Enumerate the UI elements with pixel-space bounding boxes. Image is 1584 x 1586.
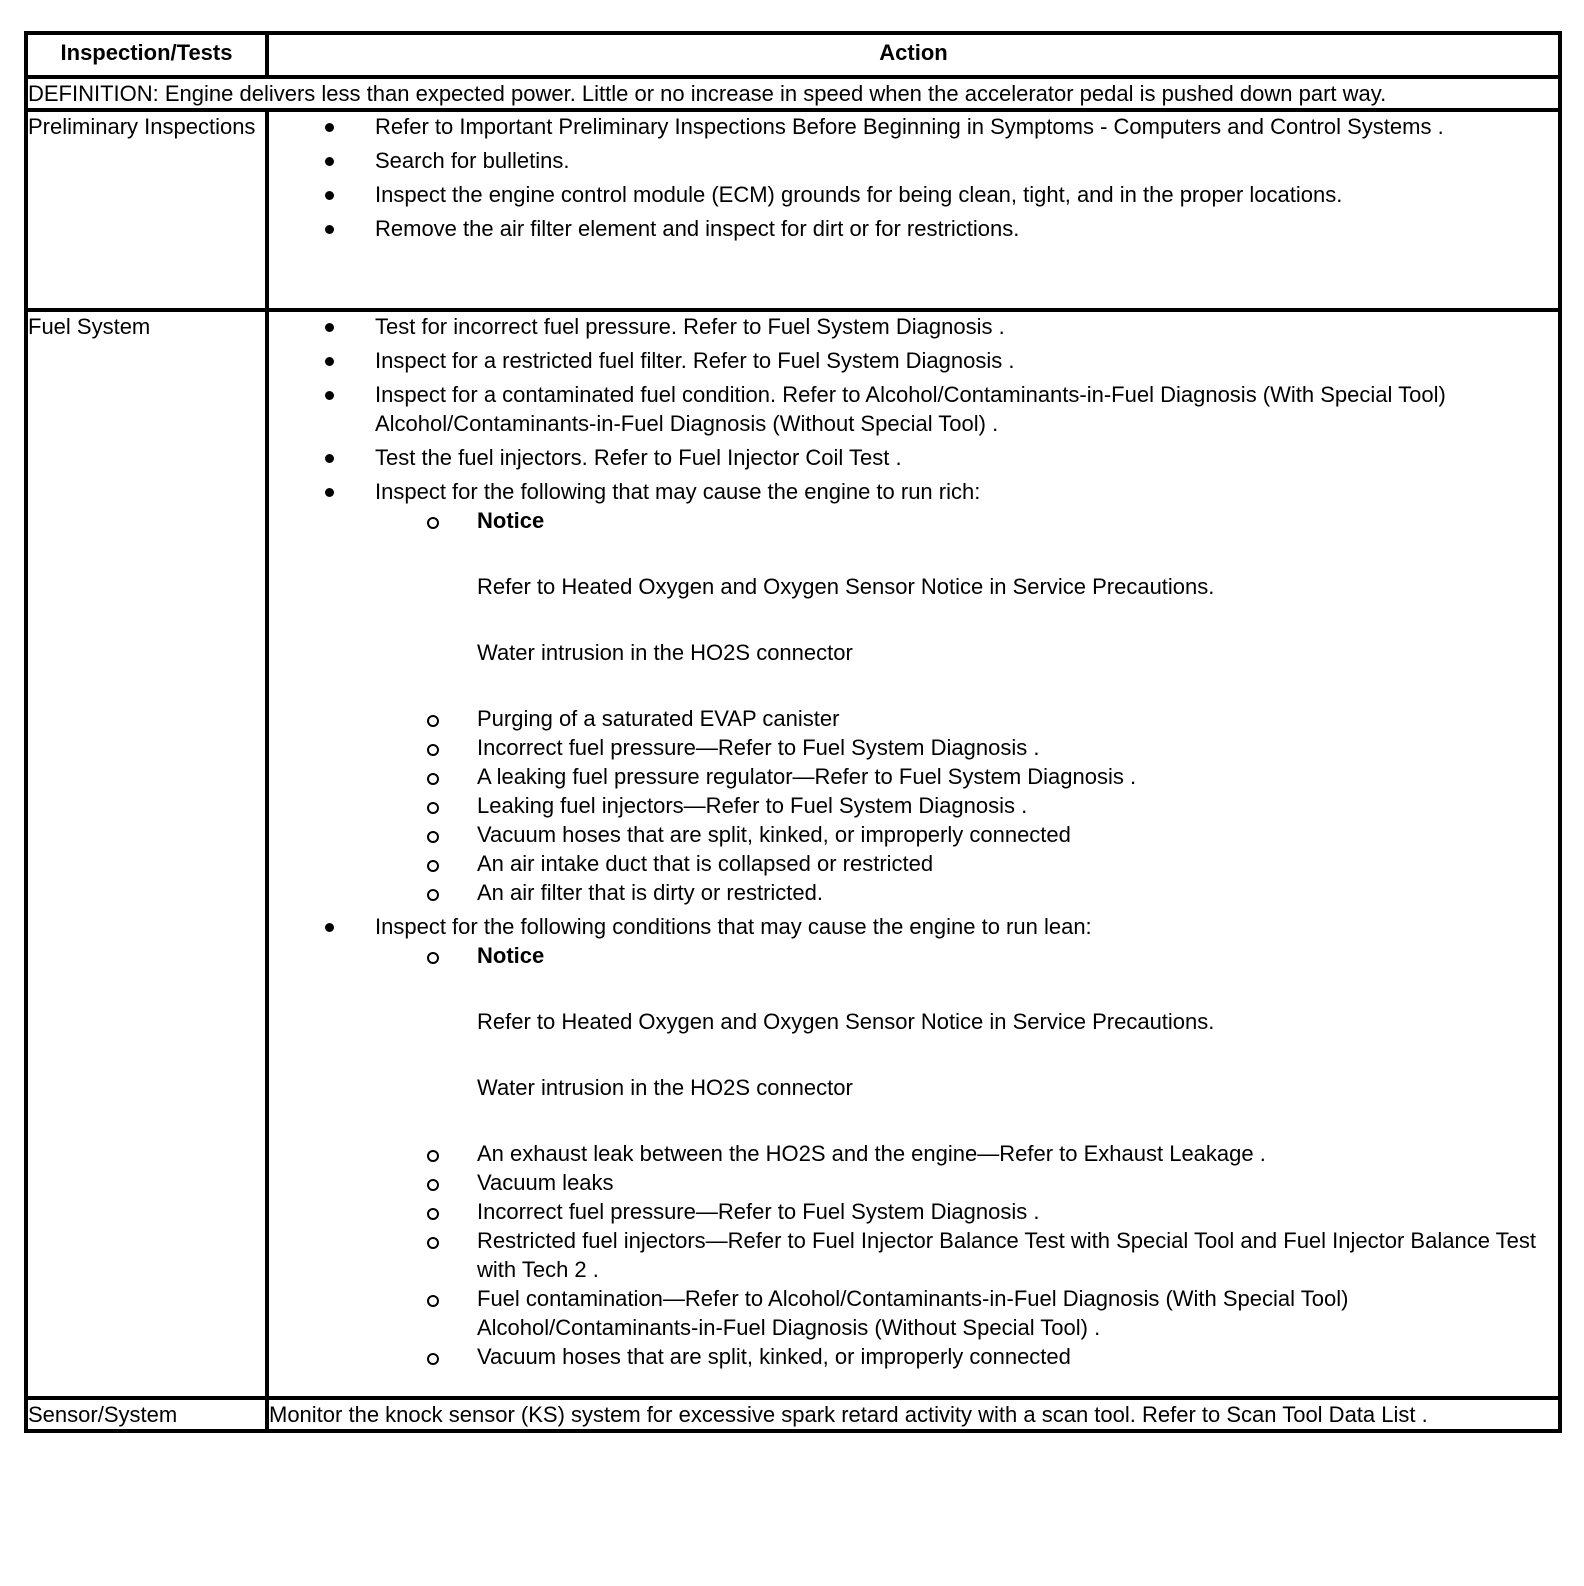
sub-list-item xyxy=(269,704,1558,733)
sub-list-item xyxy=(269,791,1558,820)
circle-bullet-icon xyxy=(427,744,439,756)
list-item-lean xyxy=(269,912,1558,1371)
circle-bullet-icon xyxy=(427,1179,439,1191)
circle-bullet-icon xyxy=(427,1208,439,1220)
notice-text-2: Water intrusion in the HO2S connector xyxy=(477,1075,853,1100)
list-item-text: Remove the air filter element and inspect for dirt or for restrictions. xyxy=(375,216,1020,241)
list-item-text: Inspect the engine control module (ECM) grounds for being clean, tight, and in the proper locations. xyxy=(375,182,1343,207)
list-item xyxy=(269,443,1558,472)
sub-list-item-text: Restricted fuel injectors—Refer to Fuel Injector Balance Test with Special Tool and Fuel Injector Balance Test with Tech 2 . xyxy=(477,1228,1536,1282)
circle-bullet-icon xyxy=(427,1353,439,1365)
sub-list-item xyxy=(269,1226,1558,1284)
header-inspection-tests: Inspection/Tests xyxy=(26,33,267,77)
preliminary-action xyxy=(267,110,1560,310)
sub-list-item xyxy=(269,1197,1558,1226)
list-item-text: Refer to Important Preliminary Inspections Before Beginning in Symptoms - Computers and Control Systems . xyxy=(375,114,1444,139)
sub-list-item xyxy=(269,849,1558,878)
notice-text: Refer to Heated Oxygen and Oxygen Sensor Notice in Service Precautions. xyxy=(477,574,1215,599)
sub-list-item xyxy=(269,762,1558,791)
sub-list-item-text: Vacuum hoses that are split, kinked, or improperly connected xyxy=(477,822,1071,847)
rich-intro: Inspect for the following that may cause the engine to run rich: xyxy=(375,479,981,504)
circle-bullet-icon xyxy=(427,517,439,529)
bullet-icon xyxy=(325,454,334,463)
fuel-system-list xyxy=(269,312,1558,1371)
notice-item xyxy=(269,941,1558,1102)
header-action: Action xyxy=(267,33,1560,77)
list-item-text: Inspect for a contaminated fuel condition. Refer to Alcohol/Contaminants-in-Fuel Diagnosis (With Special Tool) Alcohol/Contaminants-in-Fuel Diagnosis (Without Special Tool) . xyxy=(375,382,1446,436)
list-item xyxy=(269,112,1558,141)
circle-bullet-icon xyxy=(427,1237,439,1249)
list-item xyxy=(269,214,1558,243)
definition-text: DEFINITION: Engine delivers less than expected power. Little or no increase in speed when the accelerator pedal is pushed down part way. xyxy=(26,77,1560,110)
header-row xyxy=(26,33,1560,77)
circle-bullet-icon xyxy=(427,952,439,964)
sub-list-item xyxy=(269,1284,1558,1342)
circle-bullet-icon xyxy=(427,802,439,814)
notice-text: Refer to Heated Oxygen and Oxygen Sensor Notice in Service Precautions. xyxy=(477,1009,1215,1034)
list-item xyxy=(269,380,1558,438)
sensor-system-action: Monitor the knock sensor (KS) system for excessive spark retard activity with a scan tool. Refer to Scan Tool Data List . xyxy=(267,1398,1560,1431)
bullet-icon xyxy=(325,923,334,932)
sub-list-item-text: An air intake duct that is collapsed or restricted xyxy=(477,851,934,876)
fuel-system-row xyxy=(26,310,1560,1398)
sub-list-item xyxy=(269,820,1558,849)
bullet-icon xyxy=(325,123,334,132)
circle-bullet-icon xyxy=(427,831,439,843)
bullet-icon xyxy=(325,157,334,166)
circle-bullet-icon xyxy=(427,889,439,901)
sub-list-item-text: Incorrect fuel pressure—Refer to Fuel System Diagnosis . xyxy=(477,735,1040,760)
fuel-system-action xyxy=(267,310,1560,1398)
sub-list-item xyxy=(269,1342,1558,1371)
sensor-system-label: Sensor/System xyxy=(26,1398,267,1431)
bullet-icon xyxy=(325,191,334,200)
list-item xyxy=(269,312,1558,341)
sub-list-item xyxy=(269,1139,1558,1168)
sub-list-item-text: Vacuum hoses that are split, kinked, or improperly connected xyxy=(477,1344,1071,1369)
circle-bullet-icon xyxy=(427,715,439,727)
circle-bullet-icon xyxy=(427,773,439,785)
list-item xyxy=(269,346,1558,375)
lean-intro: Inspect for the following conditions that may cause the engine to run lean: xyxy=(375,914,1092,939)
notice-title: Notice xyxy=(477,508,545,533)
notice-title: Notice xyxy=(477,943,545,968)
preliminary-row xyxy=(26,110,1560,310)
bullet-icon xyxy=(325,323,334,332)
definition-row xyxy=(26,77,1560,110)
bullet-icon xyxy=(325,225,334,234)
circle-bullet-icon xyxy=(427,1150,439,1162)
sub-list-item xyxy=(269,1168,1558,1197)
list-item xyxy=(269,146,1558,175)
lean-sublist xyxy=(375,941,1558,1371)
sub-list-item-text: Incorrect fuel pressure—Refer to Fuel System Diagnosis . xyxy=(477,1199,1040,1224)
sub-list-item-text: Purging of a saturated EVAP canister xyxy=(477,706,840,731)
list-item-text: Test for incorrect fuel pressure. Refer to Fuel System Diagnosis . xyxy=(375,314,1005,339)
sensor-system-row xyxy=(26,1398,1560,1431)
notice-text-2: Water intrusion in the HO2S connector xyxy=(477,640,853,665)
bullet-icon xyxy=(325,391,334,400)
sub-list-item-text: Vacuum leaks xyxy=(477,1170,614,1195)
sub-list-item-text: A leaking fuel pressure regulator—Refer to Fuel System Diagnosis . xyxy=(477,764,1137,789)
preliminary-list xyxy=(269,112,1558,243)
bullet-icon xyxy=(325,357,334,366)
sub-list-item xyxy=(269,878,1558,907)
sub-list-item-text: Leaking fuel injectors—Refer to Fuel System Diagnosis . xyxy=(477,793,1028,818)
fuel-system-label: Fuel System xyxy=(26,310,267,1398)
preliminary-label: Preliminary Inspections xyxy=(26,110,267,310)
circle-bullet-icon xyxy=(427,1295,439,1307)
circle-bullet-icon xyxy=(427,860,439,872)
list-item-text: Test the fuel injectors. Refer to Fuel Injector Coil Test . xyxy=(375,445,902,470)
sub-list-item-text: Fuel contamination—Refer to Alcohol/Contaminants-in-Fuel Diagnosis (With Special Tool) Alcohol/Contaminants-in-Fuel Diagnosis (Without Special Tool) . xyxy=(477,1286,1349,1340)
sub-list-item xyxy=(269,733,1558,762)
bullet-icon xyxy=(325,488,334,497)
diagnostic-table xyxy=(24,31,1562,1433)
list-item-text: Search for bulletins. xyxy=(375,148,570,173)
sub-list-item-text: An air filter that is dirty or restricted. xyxy=(477,880,823,905)
list-item-text: Inspect for a restricted fuel filter. Refer to Fuel System Diagnosis . xyxy=(375,348,1015,373)
notice-item xyxy=(269,506,1558,667)
rich-sublist xyxy=(375,506,1558,907)
sub-list-item-text: An exhaust leak between the HO2S and the engine—Refer to Exhaust Leakage . xyxy=(477,1141,1266,1166)
list-item-rich xyxy=(269,477,1558,907)
list-item xyxy=(269,180,1558,209)
